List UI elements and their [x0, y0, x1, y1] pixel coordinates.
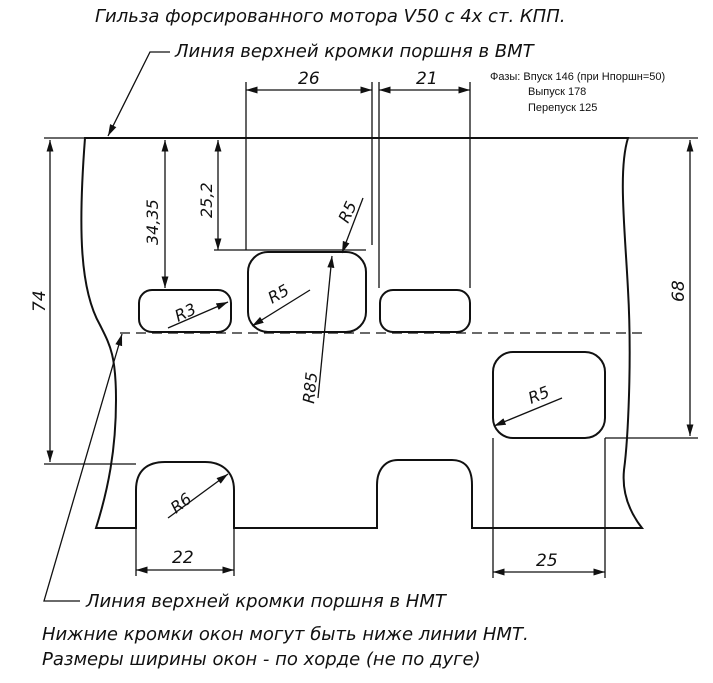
dim-74-text: 74	[30, 290, 50, 312]
r85-text: R85	[299, 371, 322, 405]
note-line-1: Нижние кромки окон могут быть ниже линии НМТ.	[42, 624, 529, 645]
r5-right-leader	[494, 398, 562, 426]
port-middle	[380, 290, 470, 332]
top-line-label: Линия верхней кромки поршня в ВМТ	[175, 41, 534, 62]
dim-68-text: 68	[669, 280, 689, 302]
drawing-title: Гильза форсированного мотора V50 с 4х ст. КПП.	[95, 6, 566, 27]
phase-exhaust: Выпуск 178	[528, 86, 587, 98]
dim-25-text: 25,2	[197, 182, 216, 218]
bottom-line-label: Линия верхней кромки поршня в НМТ	[86, 591, 446, 612]
phase-transfer: Перепуск 125	[528, 102, 598, 114]
r5-top-text: R5	[334, 198, 361, 226]
phase-intake: Фазы: Впуск 146 (при Нпоршн=50)	[490, 71, 666, 83]
r5-right-text: R5	[525, 382, 553, 408]
dim-25w-text: 25	[536, 551, 558, 571]
r5-mid-text: R5	[264, 280, 293, 308]
dim-22-text: 22	[172, 548, 194, 568]
note-line-2: Размеры ширины окон - по хорде (не по дуге)	[42, 649, 481, 670]
dim-34-text: 34,35	[143, 199, 162, 245]
dim-21-text: 21	[416, 69, 438, 89]
r6-text: R6	[166, 489, 196, 518]
dim-26-text: 26	[298, 69, 320, 89]
r3-text: R3	[171, 299, 199, 326]
top-line-leader	[108, 52, 170, 136]
